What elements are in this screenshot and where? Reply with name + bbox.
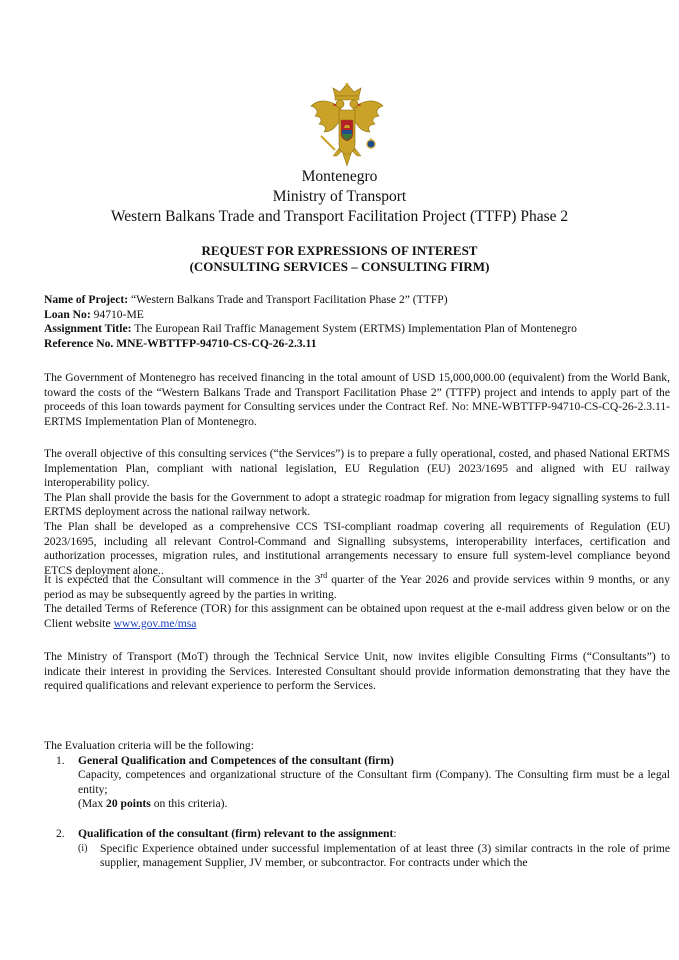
item-1-number: 1. — [56, 753, 65, 767]
montenegro-coat-of-arms-icon — [307, 82, 387, 174]
invitation-paragraph: The Ministry of Transport (MoT) through the Technical Service Unit, now invites eligible Consulting Firms (“Consultants”) to indicate their interest in providing the Services. Interested Consultant should provide information demonstrating that they have the required qualifications and relevant experience to perform the Services. — [44, 650, 670, 693]
item-2-title: Qualification of the consultant (firm) relevant to the assignment — [78, 826, 394, 840]
basis-paragraph: The Plan shall provide the basis for the Government to adopt a strategic roadmap for migration from legacy signalling systems to full ERTMS deployment across the national railway network. — [44, 490, 670, 519]
sub-criterion-i — [78, 842, 670, 871]
points-prefix: (Max — [78, 797, 107, 811]
criteria-intro: The Evaluation criteria will be the following: — [44, 739, 254, 752]
item-1-text: Capacity, competences and organizational structure of the Consultant firm (Company). The Consulting firm must be a legal entity; — [78, 768, 670, 796]
points-value: 20 points — [106, 797, 151, 811]
commence-text-b: quarter of the Year 2026 and provide services within 9 months, or any period as may be subsequently agreed by the parties in writing. — [44, 573, 670, 601]
sub-i-number: (i) — [78, 842, 88, 854]
title-line-1: REQUEST FOR EXPRESSIONS OF INTEREST — [201, 243, 478, 258]
commence-paragraph — [44, 573, 670, 602]
reference-number: Reference No. MNE-WBTTFP-94710-CS-CQ-26-2.3.11 — [44, 336, 317, 350]
loan-label: Loan No: — [44, 307, 91, 321]
document-header — [0, 167, 679, 227]
client-website-link[interactable]: www.gov.me/msa — [113, 616, 197, 630]
reference-row — [44, 337, 670, 352]
country-name: Montenegro — [301, 168, 378, 185]
project-row — [44, 293, 670, 308]
item-2-heading — [78, 827, 670, 842]
criteria-item-1 — [44, 754, 670, 812]
project-name: Western Balkans Trade and Transport Facilitation Project (TTFP) Phase 2 — [110, 208, 569, 225]
tor-text: The detailed Terms of Reference (TOR) for this assignment can be obtained upon request at the e-mail address given below or on the Client website — [44, 602, 670, 630]
project-value: “Western Balkans Trade and Transport Facilitation Phase 2” (TTFP) — [128, 293, 448, 306]
assignment-row — [44, 322, 670, 337]
ministry-name: Ministry of Transport — [272, 188, 407, 205]
project-metadata — [44, 293, 670, 351]
commence-text-a: It is expected that the Consultant will commence in the 3 — [44, 573, 321, 586]
roadmap-paragraph: The Plan shall be developed as a comprehensive CCS TSI-compliant roadmap covering all requirements of Regulation (EU) 2023/1695, including all relevant Control-Command and Signalling subsystems, interoperability interfaces, certification and authorization processes, migration rules, and institutional arrangements necessary to ensure full system-level compliance beyond ETCS deployment alone.. — [44, 519, 670, 577]
assignment-value: The European Rail Traffic Management System (ERTMS) Implementation Plan of Montenegro — [131, 322, 577, 336]
title-line-2: (CONSULTING SERVICES – CONSULTING FIRM) — [189, 259, 490, 274]
timeline-section — [44, 573, 670, 631]
evaluation-criteria — [44, 739, 670, 871]
criteria-item-2 — [44, 827, 670, 871]
item-2-colon: : — [393, 826, 397, 840]
item-1-points — [78, 797, 670, 812]
item-2-number: 2. — [56, 826, 65, 840]
ordinal-suffix: rd — [320, 571, 328, 581]
loan-row — [44, 308, 670, 323]
assignment-label: Assignment Title: — [44, 322, 132, 336]
objective-paragraph: The overall objective of this consulting services (“the Services”) is to prepare a fully operational, costed, and phased National ERTMS Implementation Plan, compliant with national legislation, EU Regulation (EU) 2023/1695 and aligned with EU railway interoperability policy. — [44, 447, 670, 490]
tor-paragraph — [44, 602, 670, 631]
financing-paragraph: The Government of Montenegro has received financing in the total amount of USD 15,000,000.00 (equivalent) from the World Bank, toward the costs of the “Western Balkans Trade and Transport Facilitation Phase 2” (TTFP) project and intends to apply part of the proceeds of this loan towards payment for Consulting services under the Contract Ref. No: MNE-WBTTFP-94710-CS-CQ-26-2.3.11- ERTMS Implementation Plan of Montenegro. — [44, 371, 670, 428]
loan-value: 94710-ME — [90, 307, 144, 321]
document-title — [0, 243, 679, 275]
item-1-title: General Qualification and Competences of the consultant (firm) — [78, 753, 394, 767]
points-suffix: on this criteria). — [150, 797, 228, 811]
sub-i-text: Specific Experience obtained under successful implementation of at least three (3) similar contracts in the role of prime supplier, management Supplier, JV member, or subcontractor. For contracts under which the — [100, 841, 670, 870]
project-label: Name of Project: — [44, 293, 129, 306]
